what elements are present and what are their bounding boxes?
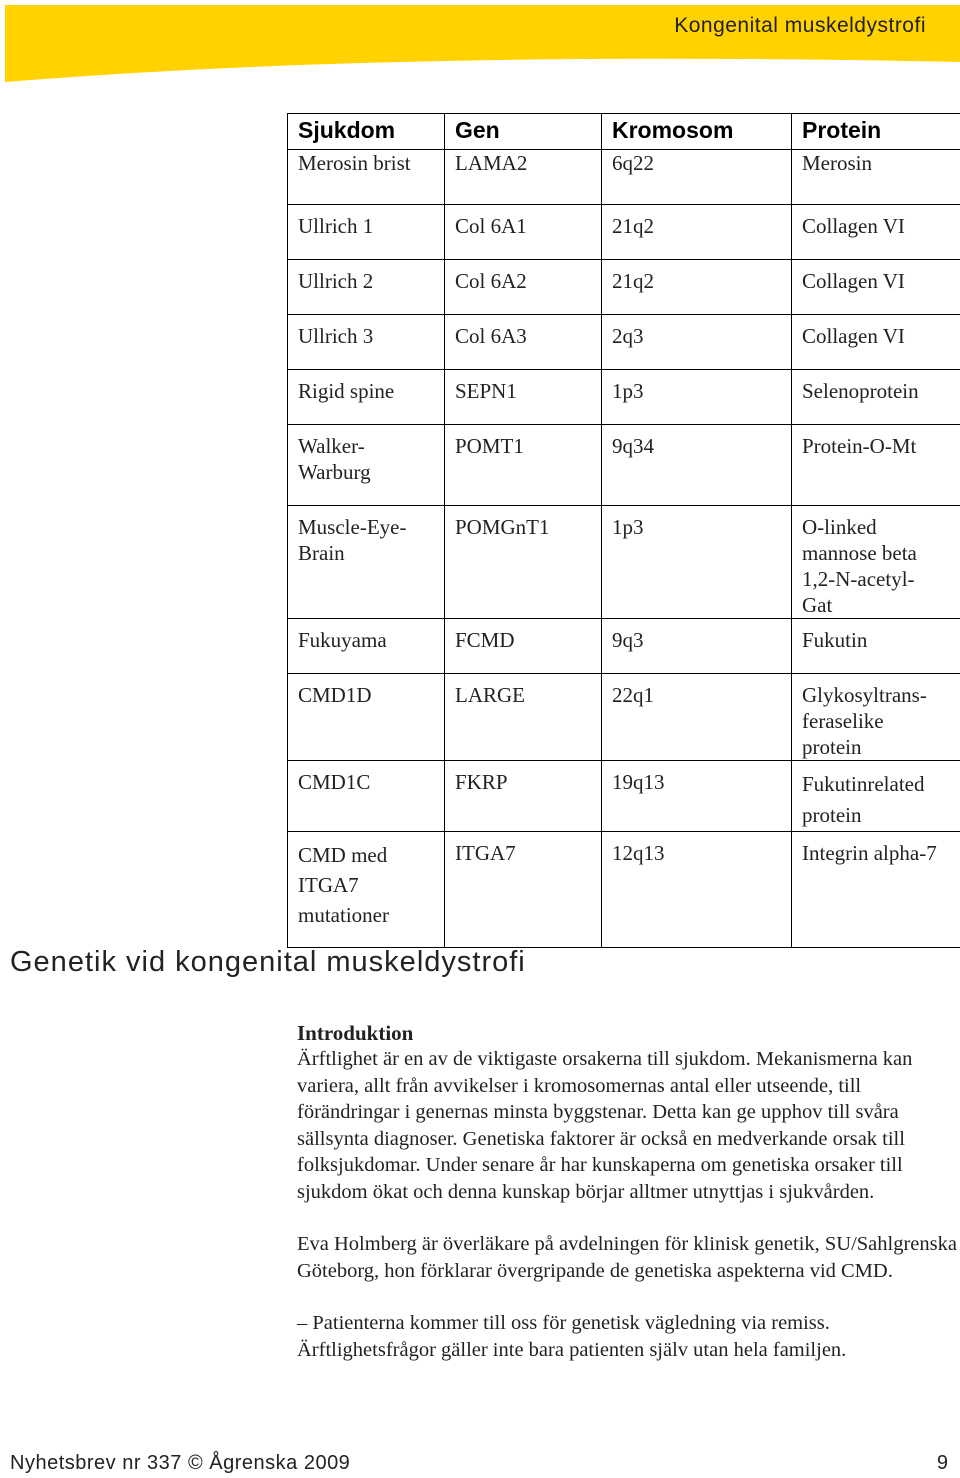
cell-kromosom: 9q3 bbox=[602, 619, 792, 674]
cell-sjukdom: Walker- Warburg bbox=[288, 425, 445, 506]
column-header-protein: Protein bbox=[792, 114, 960, 150]
cell-kromosom: 19q13 bbox=[602, 761, 792, 832]
cell-protein: Protein-O-Mt bbox=[792, 425, 960, 506]
cell-sjukdom: Ullrich 2 bbox=[288, 260, 445, 315]
paragraph-quote: – Patienterna kommer till oss för genetisk vägledning via remiss. Ärftlighetsfrågor gäller inte bara patienten själv utan hela familjen. bbox=[297, 1312, 847, 1361]
intro-heading: Introduktion bbox=[297, 1021, 414, 1045]
cell-kromosom: 22q1 bbox=[602, 674, 792, 761]
footer-text: Nyhetsbrev nr 337 © Ågrenska 2009 bbox=[10, 1452, 351, 1474]
table-row bbox=[288, 260, 960, 315]
cell-kromosom: 6q22 bbox=[602, 150, 792, 205]
cell-gen: LAMA2 bbox=[445, 150, 602, 205]
table-row bbox=[288, 150, 960, 205]
cell-gen: POMT1 bbox=[445, 425, 602, 506]
table-row bbox=[288, 619, 960, 674]
table-row bbox=[288, 761, 960, 832]
cell-gen: LARGE bbox=[445, 674, 602, 761]
cell-sjukdom: Ullrich 1 bbox=[288, 205, 445, 260]
table-row bbox=[288, 370, 960, 425]
cell-protein: Integrin alpha-7 bbox=[792, 832, 960, 948]
cell-gen: FCMD bbox=[445, 619, 602, 674]
cell-protein: Merosin bbox=[792, 150, 960, 205]
section-title: Genetik vid kongenital muskeldystrofi bbox=[10, 946, 526, 978]
table-row bbox=[288, 506, 960, 619]
column-header-gen: Gen bbox=[445, 114, 602, 150]
cell-gen: FKRP bbox=[445, 761, 602, 832]
cell-gen: Col 6A1 bbox=[445, 205, 602, 260]
cell-sjukdom: Muscle-Eye- Brain bbox=[288, 506, 445, 619]
paragraph-intro: Ärftlighet är en av de viktigaste orsakerna till sjukdom. Mekanismerna kan variera, allt från avvikelser i kromosomernas antal eller utseende, till förändringar i genernas minsta byggstenar. Detta kan ge upphov till svåra sällsynta diagnoser. Genetiska faktorer är också en medverkande orsak till folksjukdomar. Under senare år har kunskaperna om genetiska orsaker till sjukdom ökat och denna kunskap börjar alltmer utnyttjas i sjukvården. bbox=[297, 1048, 913, 1203]
cell-gen: POMGnT1 bbox=[445, 506, 602, 619]
cell-sjukdom: Rigid spine bbox=[288, 370, 445, 425]
cell-kromosom: 2q3 bbox=[602, 315, 792, 370]
gene-table bbox=[287, 113, 960, 948]
table-row bbox=[288, 315, 960, 370]
table-row bbox=[288, 205, 960, 260]
cell-gen: Col 6A3 bbox=[445, 315, 602, 370]
cell-kromosom: 1p3 bbox=[602, 506, 792, 619]
cell-protein: Fukutinrelated protein bbox=[792, 761, 960, 832]
cell-kromosom: 9q34 bbox=[602, 425, 792, 506]
cell-sjukdom: CMD1D bbox=[288, 674, 445, 761]
cell-kromosom: 21q2 bbox=[602, 260, 792, 315]
cell-sjukdom: CMD med ITGA7 mutationer bbox=[288, 832, 445, 948]
running-header-title: Kongenital muskeldystrofi bbox=[674, 14, 926, 37]
column-header-kromosom: Kromosom bbox=[602, 114, 792, 150]
cell-kromosom: 21q2 bbox=[602, 205, 792, 260]
column-header-sjukdom: Sjukdom bbox=[288, 114, 445, 150]
header-banner bbox=[0, 0, 960, 90]
cell-gen: SEPN1 bbox=[445, 370, 602, 425]
cell-sjukdom: CMD1C bbox=[288, 761, 445, 832]
cell-protein: Collagen VI bbox=[792, 315, 960, 370]
cell-protein: Selenoprotein bbox=[792, 370, 960, 425]
article-body bbox=[297, 1020, 957, 1389]
cell-kromosom: 12q13 bbox=[602, 832, 792, 948]
cell-sjukdom: Ullrich 3 bbox=[288, 315, 445, 370]
page-number: 9 bbox=[936, 1452, 948, 1474]
table-row bbox=[288, 832, 960, 948]
cell-protein: O-linked mannose beta 1,2-N-acetyl- Gat bbox=[792, 506, 960, 619]
cell-protein: Fukutin bbox=[792, 619, 960, 674]
table-row bbox=[288, 425, 960, 506]
paragraph-eva-holmberg: Eva Holmberg är överläkare på avdelningen för klinisk genetik, SU/Sahlgrenska Göteborg, hon förklarar övergripande de genetiska aspekterna vid CMD. bbox=[297, 1233, 957, 1282]
cell-protein: Glykosyltrans- feraselike protein bbox=[792, 674, 960, 761]
cell-sjukdom: Merosin brist bbox=[288, 150, 445, 205]
cell-kromosom: 1p3 bbox=[602, 370, 792, 425]
table-row bbox=[288, 674, 960, 761]
cell-gen: ITGA7 bbox=[445, 832, 602, 948]
table-header-row bbox=[288, 114, 960, 150]
cell-sjukdom: Fukuyama bbox=[288, 619, 445, 674]
cell-protein: Collagen VI bbox=[792, 205, 960, 260]
cell-protein: Collagen VI bbox=[792, 260, 960, 315]
cell-gen: Col 6A2 bbox=[445, 260, 602, 315]
